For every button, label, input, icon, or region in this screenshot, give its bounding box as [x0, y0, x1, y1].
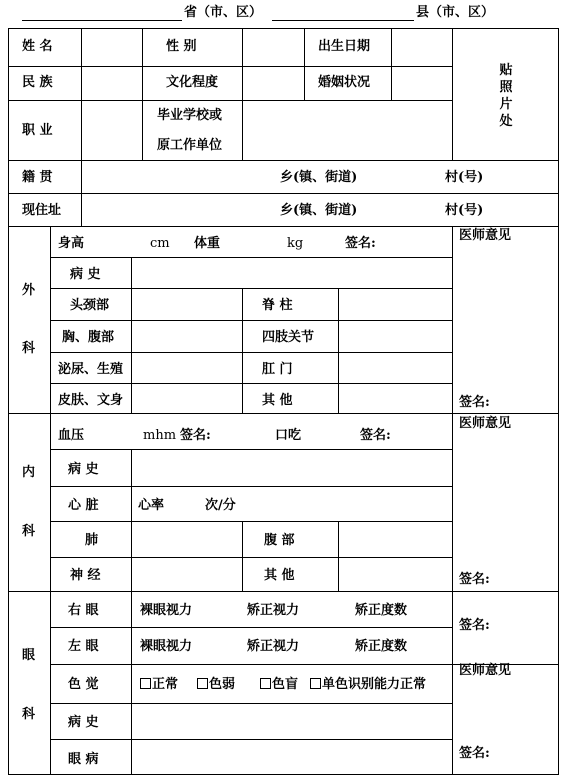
native-place-field[interactable]: [82, 161, 278, 193]
internal-history-label: 病 史: [68, 462, 99, 477]
height-unit: cm: [150, 236, 170, 251]
internal-other-label: 其 他: [264, 568, 295, 583]
county-blank[interactable]: [272, 20, 414, 21]
name-label: 姓 名: [22, 39, 53, 54]
eye-history-label: 病 史: [68, 715, 99, 730]
internal-dept-char1: 内: [22, 465, 36, 480]
occupation-label: 职 业: [22, 123, 53, 138]
left-corrected-degree: 矫正度数: [355, 639, 408, 654]
surgery-history-label: 病 史: [70, 267, 101, 282]
color-weak-text: 色弱: [209, 677, 236, 692]
head-neck-field[interactable]: [132, 289, 241, 320]
urogenital-field[interactable]: [132, 353, 241, 383]
address-label: 现住址: [22, 203, 62, 218]
native-town-label: 乡(镇、街道): [280, 170, 358, 185]
heart-label: 心 脏: [68, 498, 99, 513]
checkbox-blind[interactable]: [260, 678, 271, 689]
heart-rate-label: 心率: [138, 498, 165, 513]
province-blank[interactable]: [22, 20, 182, 21]
limbs-field[interactable]: [339, 321, 451, 352]
left-naked-vision: 裸眼视力: [140, 639, 193, 654]
nerve-label: 神 经: [70, 568, 101, 583]
marital-label: 婚姻状况: [318, 75, 371, 90]
internal-history-field[interactable]: [132, 450, 451, 486]
weight-label: 体重: [194, 236, 221, 251]
surgery-history-field[interactable]: [132, 258, 451, 288]
abdomen-field[interactable]: [339, 522, 451, 557]
color-normal-option[interactable]: [140, 677, 178, 693]
color-weak-option[interactable]: [197, 677, 235, 693]
spine-label: 脊 柱: [262, 298, 293, 313]
color-vision-label: 色 觉: [68, 677, 99, 692]
vision-sign: 签名:: [459, 618, 490, 633]
surgery-doctor-opinion: 医师意见: [459, 228, 512, 243]
ethnicity-label: 民 族: [22, 75, 53, 90]
left-eye-label: 左 眼: [68, 639, 99, 654]
address-town-label: 乡(镇、街道): [280, 203, 358, 218]
stutter-sign: 签名:: [360, 428, 391, 443]
internal-other-field[interactable]: [339, 558, 451, 591]
bp-unit: mhm: [143, 428, 177, 443]
right-corrected-vision: 矫正视力: [247, 603, 300, 618]
color-mono-option[interactable]: [310, 677, 426, 693]
color-mono-text: 单色识别能力正常: [322, 677, 427, 692]
surgery-dept-char1: 外: [22, 283, 36, 298]
internal-dept-char2: 科: [22, 524, 36, 539]
eye-disease-field[interactable]: [132, 740, 451, 774]
native-village-label: 村(号): [445, 170, 484, 185]
school-label-line2: 原工作单位: [157, 138, 223, 153]
weight-unit: kg: [287, 236, 304, 251]
ethnicity-field[interactable]: [82, 67, 141, 100]
eye-doctor-sign: 签名:: [459, 746, 490, 761]
education-label: 文化程度: [166, 75, 219, 90]
province-label: 省（市、区）: [184, 5, 263, 20]
nerve-field[interactable]: [132, 558, 241, 591]
birth-date-field[interactable]: [392, 29, 451, 66]
urogenital-label: 泌尿、生殖: [58, 362, 124, 377]
internal-doctor-opinion: 医师意见: [459, 416, 512, 431]
surgery-doctor-sign: 签名:: [459, 395, 490, 410]
anus-label: 肛 门: [262, 362, 293, 377]
name-field[interactable]: [82, 29, 141, 66]
stutter-label: 口吃: [275, 428, 302, 443]
internal-doctor-sign: 签名:: [459, 572, 490, 587]
checkbox-normal[interactable]: [140, 678, 151, 689]
right-corrected-degree: 矫正度数: [355, 603, 408, 618]
internal-opinion-field[interactable]: [453, 434, 558, 568]
address-field[interactable]: [82, 194, 278, 226]
anus-field[interactable]: [339, 353, 451, 383]
eye-history-field[interactable]: [132, 704, 451, 739]
height-label: 身高: [58, 236, 85, 251]
eye-doctor-opinion: 医师意见: [459, 663, 512, 678]
eye-disease-label: 眼 病: [68, 752, 99, 767]
address-village-label: 村(号): [445, 203, 484, 218]
photo-placeholder: 贴照片处: [499, 63, 513, 129]
chest-abdomen-label: 胸、腹部: [62, 330, 115, 345]
surgery-other-label: 其 他: [262, 393, 293, 408]
school-field[interactable]: [243, 101, 451, 160]
head-neck-label: 头颈部: [70, 298, 110, 313]
surgery-dept-char2: 科: [22, 341, 36, 356]
eye-dept-char2: 科: [22, 707, 36, 722]
education-field[interactable]: [243, 67, 303, 100]
abdomen-label: 腹 部: [264, 533, 295, 548]
skin-label: 皮肤、文身: [58, 393, 124, 408]
color-blind-option[interactable]: [260, 677, 298, 693]
lung-field[interactable]: [132, 522, 241, 557]
surgery-opinion-field[interactable]: [453, 246, 558, 390]
gender-field[interactable]: [243, 29, 303, 66]
bp-sign: 签名:: [180, 428, 211, 443]
surgery-other-field[interactable]: [339, 384, 451, 413]
chest-abdomen-field[interactable]: [132, 321, 241, 352]
gender-label: 性 别: [166, 39, 197, 54]
limbs-label: 四肢关节: [262, 330, 315, 345]
eye-dept-char1: 眼: [22, 648, 36, 663]
bp-label: 血压: [58, 428, 85, 443]
skin-field[interactable]: [132, 384, 241, 413]
checkbox-mono[interactable]: [310, 678, 321, 689]
color-blind-text: 色盲: [272, 677, 299, 692]
right-naked-vision: 裸眼视力: [140, 603, 193, 618]
heart-rate-unit: 次/分: [205, 498, 236, 513]
school-label-line1: 毕业学校或: [157, 108, 223, 123]
county-label: 县（市、区）: [416, 5, 495, 20]
eye-opinion-field[interactable]: [453, 683, 558, 743]
color-normal-text: 正常: [152, 677, 179, 692]
left-corrected-vision: 矫正视力: [247, 639, 300, 654]
native-place-label: 籍 贯: [22, 170, 53, 185]
spine-field[interactable]: [339, 289, 451, 320]
checkbox-weak[interactable]: [197, 678, 208, 689]
right-eye-label: 右 眼: [68, 603, 99, 618]
birth-date-label: 出生日期: [318, 39, 371, 54]
lung-label: 肺: [85, 533, 99, 548]
marital-field[interactable]: [392, 67, 451, 100]
surgery-top-sign: 签名:: [345, 236, 376, 251]
occupation-field[interactable]: [82, 101, 141, 160]
